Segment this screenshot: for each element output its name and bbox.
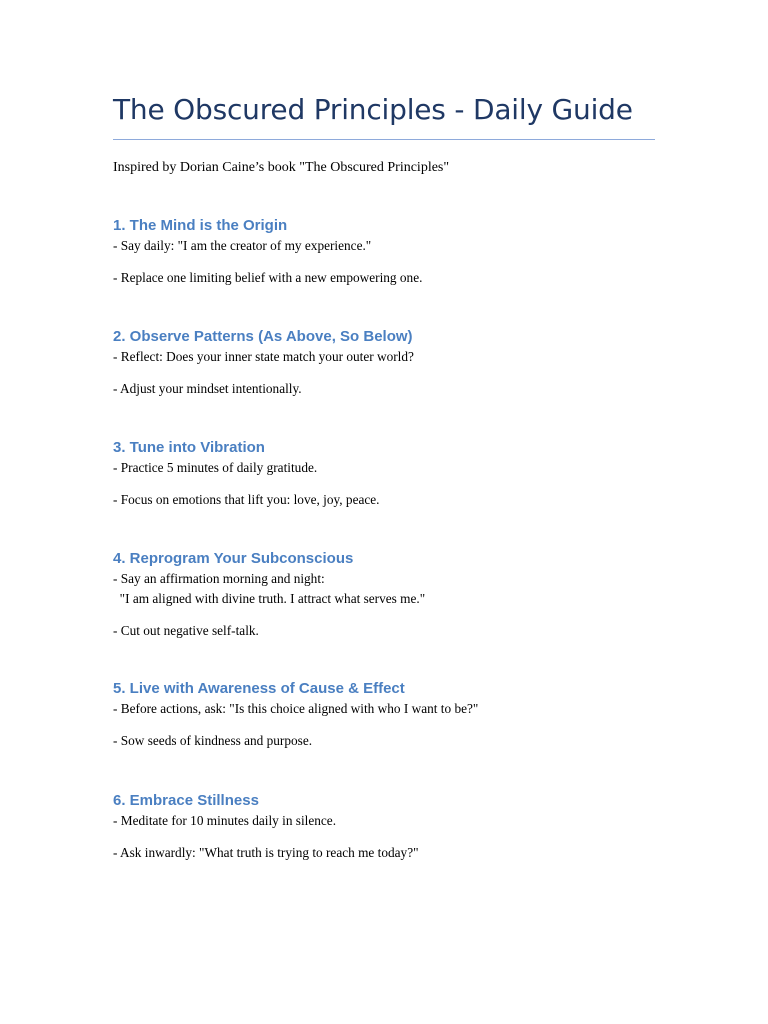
paragraph-gap — [113, 719, 673, 731]
title-underline-rule — [113, 139, 655, 140]
section-1 — [113, 216, 673, 288]
section-5 — [113, 679, 673, 751]
section-2 — [113, 327, 673, 399]
guide-line: - Say daily: "I am the creator of my experience." — [113, 238, 372, 253]
guide-line: - Ask inwardly: "What truth is trying to reach me today?" — [113, 845, 419, 860]
guide-line: - Meditate for 10 minutes daily in silence. — [113, 813, 337, 828]
paragraph-gap — [113, 478, 673, 490]
paragraph-gap — [113, 609, 673, 621]
section-heading: 4. Reprogram Your Subconscious — [113, 550, 354, 567]
section-heading: 3. Tune into Vibration — [113, 439, 265, 456]
guide-line: - Reflect: Does your inner state match your outer world? — [113, 349, 414, 364]
paragraph-gap — [113, 367, 673, 379]
paragraph-gap — [113, 831, 673, 843]
guide-line: "I am aligned with divine truth. I attract what serves me." — [113, 591, 426, 606]
section-6 — [113, 791, 673, 863]
section-heading: 2. Observe Patterns (As Above, So Below) — [113, 328, 413, 345]
guide-line: - Replace one limiting belief with a new empowering one. — [113, 270, 423, 285]
guide-line: - Before actions, ask: "Is this choice aligned with who I want to be?" — [113, 701, 479, 716]
guide-line: - Focus on emotions that lift you: love, joy, peace. — [113, 492, 380, 507]
section-3 — [113, 438, 673, 510]
guide-line: - Adjust your mindset intentionally. — [113, 381, 302, 396]
paragraph-gap — [113, 256, 673, 268]
guide-line: - Practice 5 minutes of daily gratitude. — [113, 460, 318, 475]
document-title: The Obscured Principles - Daily Guide — [113, 93, 633, 126]
guide-line: - Say an affirmation morning and night: — [113, 571, 325, 586]
section-4 — [113, 549, 673, 641]
section-heading: 1. The Mind is the Origin — [113, 217, 288, 234]
guide-line: - Sow seeds of kindness and purpose. — [113, 733, 313, 748]
document-subtitle: Inspired by Dorian Caine’s book "The Obscured Principles" — [113, 160, 450, 175]
guide-line: - Cut out negative self-talk. — [113, 623, 259, 638]
section-heading: 5. Live with Awareness of Cause & Effect — [113, 680, 405, 697]
section-heading: 6. Embrace Stillness — [113, 792, 259, 809]
